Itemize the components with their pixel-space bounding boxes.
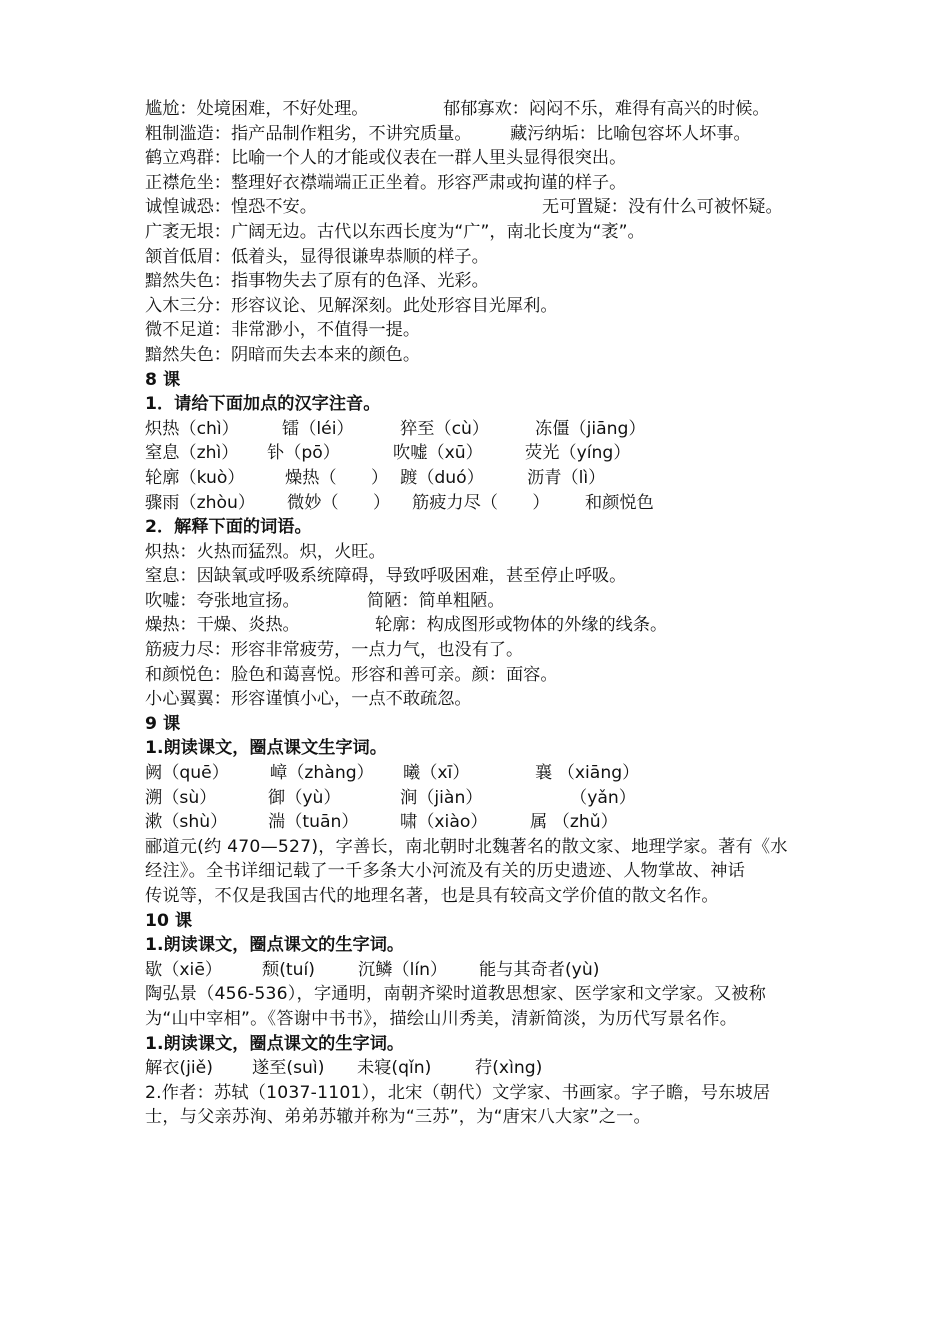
entry-text: 窒息：因缺氧或呼吸系统障碍，导致呼吸困难，甚至停止呼吸。 [145, 566, 627, 587]
entry-text: 黯然失色：指事物失去了原有的色泽、光彩。 [145, 271, 489, 292]
pinyin-row [145, 958, 825, 983]
entry-text: 藏污纳垢：比喻包容坏人坏事。 [510, 123, 751, 144]
pinyin-item: 沥青（lì） [527, 467, 606, 488]
entry-text: 小心翼翼：形容谨慎小心，一点不敢疏忽。 [145, 689, 472, 710]
paragraph-text: 陶弘景（456-536），字通明，南朝齐梁时道教思想家、医学家和文学家。又被称 [145, 984, 767, 1005]
lesson-heading [145, 368, 825, 393]
entry-text: 微不足道：非常渺小，不值得一提。 [145, 320, 421, 341]
definition-line [145, 343, 825, 368]
paragraph-line [145, 1105, 825, 1130]
pinyin-item: 属 （zhǔ） [530, 812, 618, 833]
pinyin-item: 轮廓（kuò） [145, 467, 245, 488]
heading-text: 2．解释下面的词语。 [145, 517, 312, 538]
pinyin-item: 御（yù） [268, 787, 341, 808]
pinyin-item: 阙（quē） [145, 763, 229, 784]
entry-text: 诚惶诚恐：惶恐不安。 [145, 197, 317, 218]
pinyin-item: 燥热（ ） [285, 467, 389, 488]
heading-text: 1．请给下面加点的汉字注音。 [145, 394, 381, 415]
heading-text: 1.朗读课文，圈点课文的生字词。 [145, 935, 405, 956]
definition-line [145, 269, 825, 294]
definition-line [145, 564, 825, 589]
pinyin-item: 冻僵（jiāng） [535, 418, 646, 439]
entry-text: 广袤无垠：广阔无边。古代以东西长度为“广”，南北长度为“袤”。 [145, 221, 645, 242]
pinyin-row [145, 491, 825, 516]
pinyin-item: 踱（duó） [400, 467, 484, 488]
entry-text: 筋疲力尽：形容非常疲劳，一点力气，也没有了。 [145, 640, 524, 661]
definition-line [145, 687, 825, 712]
entry-text: 粗制滥造：指产品制作粗劣，不讲究质量。 [145, 123, 472, 144]
paragraph-text: 为“山中宰相”。《答谢中书书》，描绘山川秀美，清新简淡，为历代写景名作。 [145, 1008, 738, 1029]
pinyin-item: 荧光（yíng） [525, 443, 631, 464]
exercise-heading [145, 736, 825, 761]
pinyin-row [145, 1056, 825, 1081]
definition-line [145, 318, 825, 343]
definition-line [145, 663, 825, 688]
pinyin-item: 微妙（ ） [287, 492, 391, 513]
definition-line [145, 195, 825, 220]
entry-text: 入木三分：形容议论、见解深刻。此处形容目光犀利。 [145, 295, 558, 316]
pinyin-item: 遂至(suì) [252, 1058, 325, 1079]
exercise-heading [145, 933, 825, 958]
definition-line [145, 294, 825, 319]
pinyin-item: 炽热（chì） [145, 418, 239, 439]
entry-text: 和颜悦色：脸色和蔼喜悦。形容和善可亲。颜：面容。 [145, 664, 558, 685]
lesson-heading [145, 909, 825, 934]
definition-line [145, 589, 825, 614]
heading-text: 1.朗读课文，圈点课文生字词。 [145, 738, 387, 759]
document-page [145, 97, 825, 1130]
entry-text: 炽热：火热而猛烈。炽，火旺。 [145, 541, 386, 562]
paragraph-text: 郦道元(约 470—527)，字善长，南北朝时北魏著名的散文家、地理学家。著有《水 [145, 836, 788, 857]
pinyin-item: 猝至（cù） [400, 418, 490, 439]
pinyin-item: 沉鳞（lín） [358, 959, 448, 980]
definition-line [145, 613, 825, 638]
entry-text: 简陋：简单粗陋。 [367, 590, 505, 611]
pinyin-item: 钋（pō） [267, 443, 340, 464]
definition-line [145, 540, 825, 565]
paragraph-text: 2.作者：苏轼（1037-1101），北宋（朝代）文学家、书画家。字子瞻，号东坡居 [145, 1082, 771, 1103]
definition-line [145, 171, 825, 196]
pinyin-row [145, 761, 825, 786]
entry-text: 颔首低眉：低着头，显得很谦卑恭顺的样子。 [145, 246, 489, 267]
pinyin-item: 筋疲力尽（ ） [412, 492, 550, 513]
heading-text: 1.朗读课文，圈点课文的生字词。 [145, 1033, 405, 1054]
pinyin-item: 荇(xìng) [475, 1058, 543, 1079]
paragraph-line [145, 1081, 825, 1106]
pinyin-item: 骤雨（zhòu） [145, 492, 256, 513]
exercise-heading [145, 392, 825, 417]
pinyin-item: 和颜悦色 [585, 492, 654, 513]
paragraph-line [145, 835, 825, 860]
definition-line [145, 146, 825, 171]
pinyin-row [145, 466, 825, 491]
pinyin-row [145, 417, 825, 442]
exercise-heading [145, 1032, 825, 1057]
entry-text: 鹤立鸡群：比喻一个人的才能或仪表在一群人里头显得很突出。 [145, 148, 627, 169]
definition-line [145, 245, 825, 270]
paragraph-line [145, 1007, 825, 1032]
entry-text: 正襟危坐：整理好衣襟端端正正坐着。形容严肃或拘谨的样子。 [145, 172, 627, 193]
pinyin-item: 啸（xiào） [400, 812, 488, 833]
pinyin-item: 湍（tuān） [268, 812, 359, 833]
paragraph-text: 士，与父亲苏洵、弟弟苏辙并称为“三苏”，为“唐宋八大家”之一。 [145, 1107, 651, 1128]
paragraph-text: 传说等，不仅是我国古代的地理名著，也是具有较高文学价值的散文名作。 [145, 886, 719, 906]
pinyin-item: 襄 （xiāng） [535, 763, 640, 784]
entry-text: 轮廓：构成图形或物体的外缘的线条。 [375, 615, 668, 636]
pinyin-item: 窒息（zhì） [145, 443, 239, 464]
pinyin-item: 吹嘘（xū） [393, 443, 483, 464]
paragraph-line [145, 982, 825, 1007]
lesson-heading [145, 712, 825, 737]
pinyin-item: 嶂（zhàng） [270, 763, 374, 784]
entry-text: 郁郁寡欢：闷闷不乐，难得有高兴的时候。 [443, 99, 770, 119]
pinyin-item: 镭（léi） [282, 418, 354, 439]
pinyin-item: 未寝(qǐn) [357, 1058, 432, 1079]
entry-text: 燥热：干燥、炎热。 [145, 615, 300, 636]
exercise-heading [145, 515, 825, 540]
entry-text: 无可置疑：没有什么可被怀疑。 [542, 197, 783, 218]
pinyin-row [145, 810, 825, 835]
pinyin-item: 能与其奇者(yù) [479, 959, 600, 980]
pinyin-row [145, 441, 825, 466]
entry-text: 尴尬：处境困难，不好处理。 [145, 99, 369, 119]
pinyin-item: 溯（sù） [145, 787, 217, 808]
definition-line [145, 638, 825, 663]
definition-line [145, 220, 825, 245]
pinyin-item: 颓(tuí) [262, 959, 316, 980]
heading-text: 10 课 [145, 910, 193, 931]
pinyin-row [145, 786, 825, 811]
entry-text: 吹嘘：夸张地宣扬。 [145, 590, 300, 611]
paragraph-line [145, 884, 825, 909]
pinyin-item: 漱（shù） [145, 812, 228, 833]
heading-text: 8 课 [145, 369, 181, 390]
pinyin-item: （yǎn） [570, 787, 636, 808]
pinyin-item: 曦（xī） [403, 763, 470, 784]
paragraph-line [145, 859, 825, 884]
entry-text: 黯然失色：阴暗而失去本来的颜色。 [145, 344, 421, 365]
definition-line [145, 97, 825, 122]
heading-text: 9 课 [145, 713, 181, 734]
paragraph-text: 经注》。全书详细记载了一千多条大小河流及有关的历史遗迹、人物掌故、神话 [145, 861, 745, 882]
pinyin-item: 涧（jiàn） [400, 787, 483, 808]
pinyin-item: 解衣(jiě) [145, 1058, 213, 1079]
definition-line [145, 122, 825, 147]
pinyin-item: 歇（xiē） [145, 959, 223, 980]
